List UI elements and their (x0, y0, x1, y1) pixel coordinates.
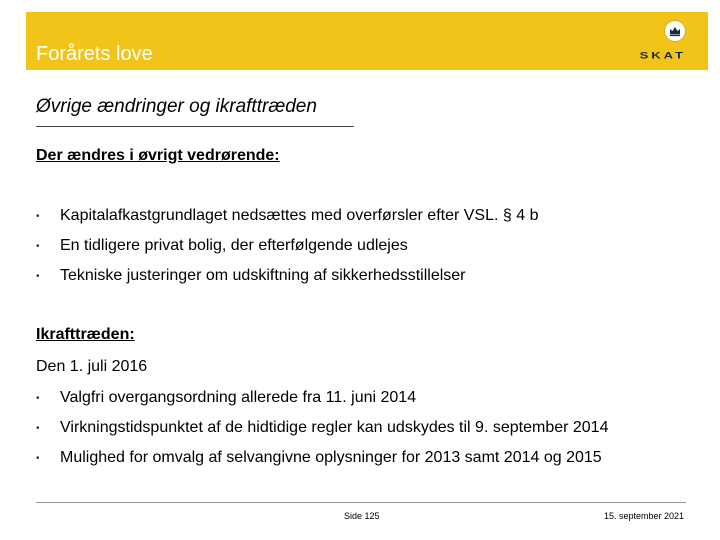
crown-icon (664, 20, 686, 42)
header-bar (26, 12, 708, 70)
bullet-icon: • (36, 393, 40, 404)
bullet-text: En tidligere privat bolig, der efterfølgende udlejes (60, 237, 408, 254)
bullet-icon: • (36, 211, 40, 222)
section-heading-effective: Ikrafttræden: (36, 326, 135, 343)
bullet-text: Tekniske justeringer om udskiftning af sikkerhedsstillelser (60, 267, 466, 284)
subtitle-underline (36, 126, 354, 127)
bullet-text: Mulighed for omvalg af selvangivne oplysninger for 2013 samt 2014 og 2015 (60, 449, 602, 466)
bullet-icon: • (36, 241, 40, 252)
footer-page-number: Side 125 (344, 511, 380, 521)
footer-divider (36, 502, 686, 503)
bullet-icon: • (36, 453, 40, 464)
logo-text: SKAT (639, 50, 686, 61)
slide-subtitle: Øvrige ændringer og ikrafttræden (36, 96, 317, 117)
section-heading-changes: Der ændres i øvrigt vedrørende: (36, 147, 280, 164)
bullet-text: Kapitalafkastgrundlaget nedsættes med overførsler efter VSL. § 4 b (60, 207, 539, 224)
bullet-icon: • (36, 423, 40, 434)
bullet-text: Virkningstidspunktet af de hidtidige regler kan udskydes til 9. september 2014 (60, 419, 609, 436)
footer-date: 15. september 2021 (603, 511, 684, 521)
bullet-text: Valgfri overgangsordning allerede fra 11. juni 2014 (60, 389, 417, 406)
header-title: Forårets love (36, 43, 153, 65)
skat-logo (616, 20, 686, 66)
effective-date-line: Den 1. juli 2016 (36, 358, 148, 375)
bullet-icon: • (36, 271, 40, 282)
